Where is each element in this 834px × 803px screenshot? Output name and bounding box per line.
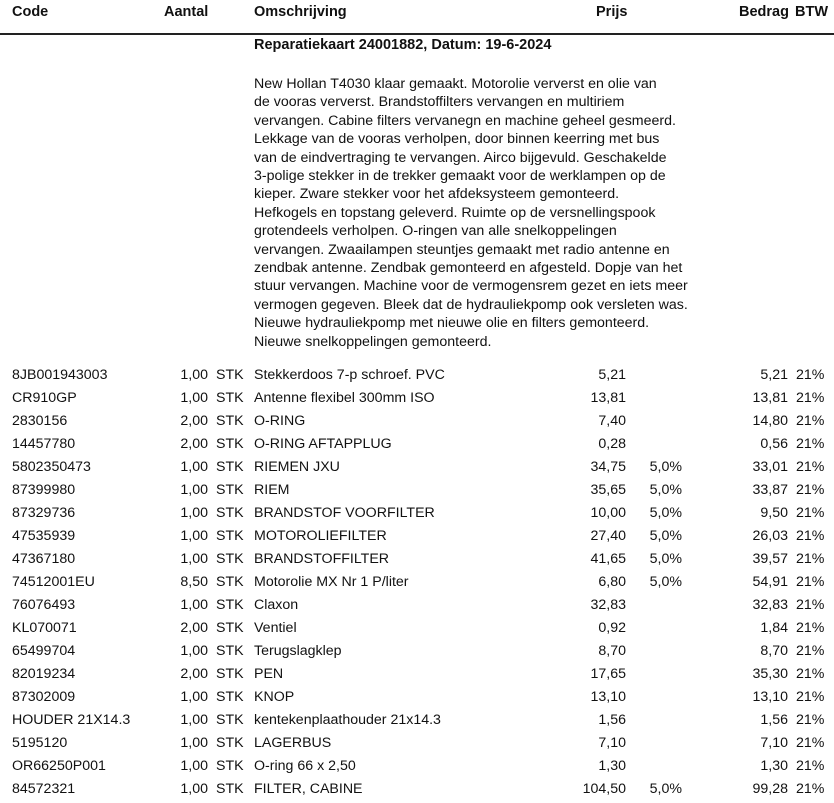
item-vat: 21% (796, 735, 825, 751)
item-discount: 5,0% (649, 551, 682, 567)
item-price: 1,56 (598, 712, 626, 728)
item-price: 35,65 (590, 482, 626, 498)
item-price: 8,70 (598, 643, 626, 659)
item-vat: 21% (796, 528, 825, 544)
table-row (0, 734, 834, 757)
item-code: 76076493 (12, 597, 76, 613)
description-line: van de eindvertraging te vervangen. Airco bijgevuld. Geschakelde (254, 149, 667, 166)
description-line: vervangen. Cabine filters vervanegn en machine geheel gesmeerd. (254, 112, 676, 129)
item-amount: 35,30 (752, 666, 788, 682)
item-price: 104,50 (582, 781, 626, 797)
item-description: Ventiel (254, 620, 297, 636)
item-vat: 21% (796, 712, 825, 728)
item-vat: 21% (796, 666, 825, 682)
header-prijs: Prijs (596, 4, 628, 20)
item-quantity: 8,50 (180, 574, 208, 590)
item-description: FILTER, CABINE (254, 781, 363, 797)
item-vat: 21% (796, 689, 825, 705)
item-quantity: 1,00 (180, 459, 208, 475)
header-bedrag: Bedrag (739, 4, 789, 20)
description-line: zendbak antenne. Zendbak gemonteerd en afgesteld. Dopje van het (254, 260, 683, 277)
item-vat: 21% (796, 620, 825, 636)
item-quantity: 1,00 (180, 643, 208, 659)
item-price: 5,21 (598, 367, 626, 383)
table-row (0, 527, 834, 550)
item-description: kentekenplaathouder 21x14.3 (254, 712, 441, 728)
item-code: 5195120 (12, 735, 68, 751)
item-description: Motorolie MX Nr 1 P/liter (254, 574, 409, 590)
item-price: 0,92 (598, 620, 626, 636)
table-row (0, 458, 834, 481)
item-price: 13,10 (590, 689, 626, 705)
item-code: 87302009 (12, 689, 76, 705)
item-unit: STK (216, 689, 244, 705)
description-line: Lekkage van de vooras verholpen, door binnen keerring met bus (254, 131, 660, 148)
description-line: Nieuwe hydrauliekpomp met nieuwe olie en filters gemonteerd. (254, 315, 650, 332)
item-unit: STK (216, 666, 244, 682)
item-unit: STK (216, 643, 244, 659)
item-unit: STK (216, 574, 244, 590)
item-unit: STK (216, 482, 244, 498)
item-amount: 9,50 (760, 505, 788, 521)
description-line: grotendeels verholpen. O-ringen van alle snelkoppelingen (254, 223, 617, 240)
description-line: stuur vervangen. Machine voor de vermogensrem gezet en iets meer (254, 278, 688, 295)
item-price: 13,81 (590, 390, 626, 406)
item-description: Claxon (254, 597, 299, 613)
description-line: vermogen gegeven. Bleek dat de hydrauliekpomp ook versleten was. (254, 296, 688, 313)
item-amount: 99,28 (752, 781, 788, 797)
header-btw: BTW (795, 4, 829, 20)
header-omschrijving: Omschrijving (254, 4, 347, 20)
item-description: KNOP (254, 689, 295, 705)
item-amount: 1,30 (760, 758, 788, 774)
item-vat: 21% (796, 436, 825, 452)
item-amount: 8,70 (760, 643, 788, 659)
item-code: 87329736 (12, 505, 76, 521)
item-vat: 21% (796, 413, 825, 429)
item-amount: 13,81 (752, 390, 788, 406)
item-price: 27,40 (590, 528, 626, 544)
item-quantity: 1,00 (180, 528, 208, 544)
item-amount: 7,10 (760, 735, 788, 751)
item-quantity: 1,00 (180, 597, 208, 613)
table-row (0, 435, 834, 458)
item-code: 82019234 (12, 666, 76, 682)
item-code: KL070071 (12, 620, 77, 636)
item-unit: STK (216, 459, 244, 475)
item-amount: 13,10 (752, 689, 788, 705)
item-unit: STK (216, 712, 244, 728)
item-code: CR910GP (12, 390, 77, 406)
description-line: kieper. Zware stekker voor het afdeksysteem gemonteerd. (254, 186, 620, 203)
item-price: 7,40 (598, 413, 626, 429)
item-quantity: 1,00 (180, 551, 208, 567)
item-quantity: 1,00 (180, 781, 208, 797)
item-price: 32,83 (590, 597, 626, 613)
item-vat: 21% (796, 482, 825, 498)
item-description: RIEM (254, 482, 290, 498)
item-vat: 21% (796, 758, 825, 774)
item-discount: 5,0% (649, 781, 682, 797)
item-code: 65499704 (12, 643, 76, 659)
item-code: 84572321 (12, 781, 76, 797)
item-quantity: 1,00 (180, 689, 208, 705)
item-vat: 21% (796, 390, 825, 406)
item-code: 47367180 (12, 551, 76, 567)
item-vat: 21% (796, 551, 825, 567)
item-quantity: 2,00 (180, 436, 208, 452)
item-price: 17,65 (590, 666, 626, 682)
repair-description (254, 75, 704, 351)
item-price: 7,10 (598, 735, 626, 751)
item-code: OR66250P001 (12, 758, 106, 774)
item-quantity: 2,00 (180, 620, 208, 636)
item-price: 6,80 (598, 574, 626, 590)
item-amount: 33,87 (752, 482, 788, 498)
item-description: Antenne flexibel 300mm ISO (254, 390, 435, 406)
item-description: O-RING AFTAPPLUG (254, 436, 392, 452)
item-price: 10,00 (590, 505, 626, 521)
item-code: 87399980 (12, 482, 76, 498)
table-row (0, 780, 834, 803)
table-row (0, 711, 834, 734)
item-description: Terugslagklep (254, 643, 342, 659)
item-amount: 33,01 (752, 459, 788, 475)
item-quantity: 2,00 (180, 666, 208, 682)
item-unit: STK (216, 505, 244, 521)
item-description: O-RING (254, 413, 306, 429)
table-row (0, 665, 834, 688)
item-quantity: 1,00 (180, 482, 208, 498)
item-quantity: 1,00 (180, 505, 208, 521)
item-amount: 1,84 (760, 620, 788, 636)
item-price: 34,75 (590, 459, 626, 475)
item-description: LAGERBUS (254, 735, 332, 751)
item-vat: 21% (796, 574, 825, 590)
item-quantity: 2,00 (180, 413, 208, 429)
item-vat: 21% (796, 505, 825, 521)
table-row (0, 642, 834, 665)
header-divider (0, 33, 834, 35)
item-code: 14457780 (12, 436, 76, 452)
item-vat: 21% (796, 367, 825, 383)
item-unit: STK (216, 367, 244, 383)
item-code: 47535939 (12, 528, 76, 544)
item-quantity: 1,00 (180, 390, 208, 406)
item-amount: 54,91 (752, 574, 788, 590)
description-line: de vooras ververst. Brandstoffilters vervangen en multiriem (254, 94, 625, 111)
item-vat: 21% (796, 781, 825, 797)
item-unit: STK (216, 390, 244, 406)
item-amount: 0,56 (760, 436, 788, 452)
item-description: O-ring 66 x 2,50 (254, 758, 356, 774)
item-unit: STK (216, 781, 244, 797)
item-price: 1,30 (598, 758, 626, 774)
table-row (0, 596, 834, 619)
line-items-table (0, 366, 834, 803)
item-unit: STK (216, 735, 244, 751)
item-description: PEN (254, 666, 284, 682)
table-row (0, 619, 834, 642)
table-row (0, 504, 834, 527)
item-unit: STK (216, 436, 244, 452)
item-amount: 39,57 (752, 551, 788, 567)
table-row (0, 481, 834, 504)
item-unit: STK (216, 551, 244, 567)
description-line: Nieuwe snelkoppelingen gemonteerd. (254, 333, 492, 350)
description-line: Hefkogels en topstang geleverd. Ruimte op de versnellingspook (254, 204, 656, 221)
item-code: 2830156 (12, 413, 68, 429)
item-code: 74512001EU (12, 574, 95, 590)
table-row (0, 573, 834, 596)
table-row (0, 366, 834, 389)
item-quantity: 1,00 (180, 712, 208, 728)
item-vat: 21% (796, 597, 825, 613)
item-amount: 32,83 (752, 597, 788, 613)
item-quantity: 1,00 (180, 367, 208, 383)
header-aantal: Aantal (164, 4, 209, 20)
table-row (0, 757, 834, 780)
item-code: 5802350473 (12, 459, 91, 475)
item-price: 41,65 (590, 551, 626, 567)
item-discount: 5,0% (649, 574, 682, 590)
item-unit: STK (216, 597, 244, 613)
item-unit: STK (216, 413, 244, 429)
item-description: BRANDSTOFFILTER (254, 551, 390, 567)
item-unit: STK (216, 758, 244, 774)
item-vat: 21% (796, 459, 825, 475)
item-quantity: 1,00 (180, 758, 208, 774)
repair-card-title: Reparatiekaart 24001882, Datum: 19-6-2024 (254, 37, 552, 53)
item-description: RIEMEN JXU (254, 459, 340, 475)
description-line: vervangen. Zwaailampen steuntjes gemaakt met radio antenne en (254, 241, 670, 258)
item-amount: 5,21 (760, 367, 788, 383)
item-amount: 26,03 (752, 528, 788, 544)
item-discount: 5,0% (649, 505, 682, 521)
item-description: MOTOROLIEFILTER (254, 528, 387, 544)
item-description: Stekkerdoos 7-p schroef. PVC (254, 367, 445, 383)
item-discount: 5,0% (649, 459, 682, 475)
item-amount: 1,56 (760, 712, 788, 728)
item-amount: 14,80 (752, 413, 788, 429)
item-code: 8JB001943003 (12, 367, 108, 383)
item-unit: STK (216, 620, 244, 636)
item-unit: STK (216, 528, 244, 544)
header-code: Code (12, 4, 49, 20)
item-discount: 5,0% (649, 482, 682, 498)
item-vat: 21% (796, 643, 825, 659)
item-description: BRANDSTOF VOORFILTER (254, 505, 435, 521)
table-row (0, 550, 834, 573)
item-code: HOUDER 21X14.3 (12, 712, 131, 728)
table-row (0, 688, 834, 711)
table-row (0, 412, 834, 435)
item-quantity: 1,00 (180, 735, 208, 751)
item-discount: 5,0% (649, 528, 682, 544)
table-row (0, 389, 834, 412)
description-line: 3-polige stekker in de trekker gemaakt voor de werklampen op de (254, 168, 666, 185)
description-line: New Hollan T4030 klaar gemaakt. Motorolie ververst en olie van (254, 76, 657, 92)
item-price: 0,28 (598, 436, 626, 452)
